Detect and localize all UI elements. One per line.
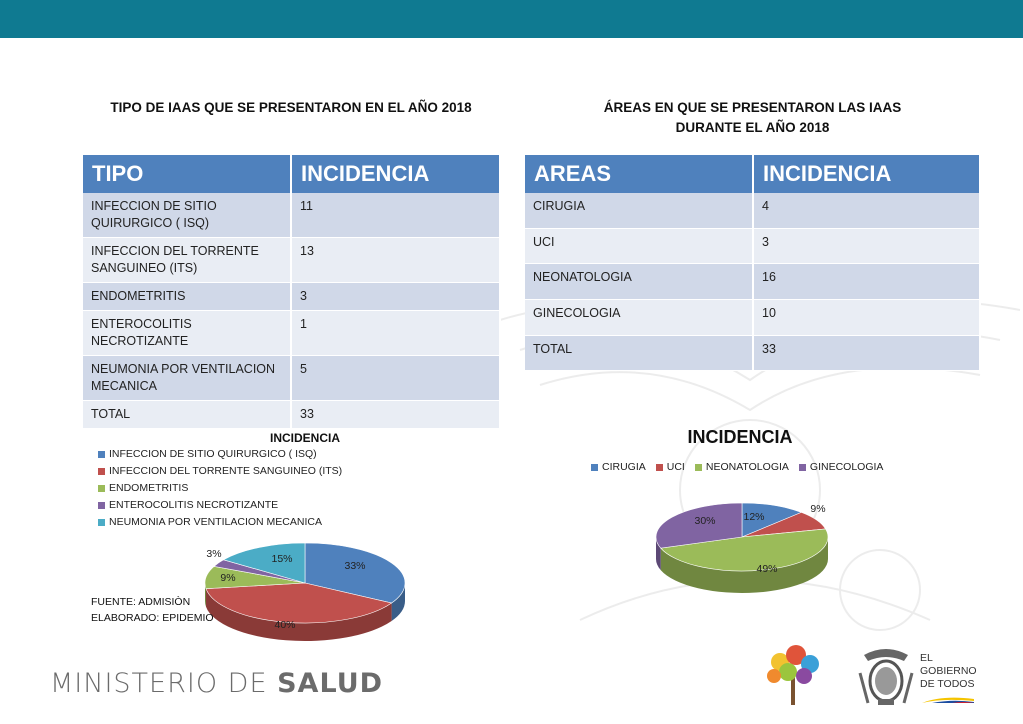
table-row — [525, 228, 980, 263]
legend-swatch — [656, 464, 663, 471]
pie-data-label: 33% — [344, 560, 366, 572]
table-areas-heading-line1: ÁREAS EN QUE SE PRESENTARON LAS IAAS — [603, 100, 902, 115]
pie-data-label: 40% — [274, 619, 296, 631]
source-note — [91, 594, 214, 626]
column-header-incidencia: INCIDENCIA — [291, 155, 500, 193]
legend-label: NEUMONIA POR VENTILACION MECANICA — [109, 516, 322, 528]
legend-label: INFECCION DEL TORRENTE SANGUINEO (ITS) — [109, 465, 343, 477]
table-tipo-heading: TIPO DE IAAS QUE SE PRESENTARON EN EL AÑO 2018 — [110, 100, 472, 115]
column-header-incidencia: INCIDENCIA — [753, 155, 980, 193]
table-row — [83, 356, 500, 401]
ministerio-bold: SALUD — [277, 668, 384, 699]
column-header-tipo: TIPO — [83, 155, 291, 193]
pie-data-label: 15% — [271, 553, 293, 565]
row-label: GINECOLOGIA — [525, 299, 753, 335]
table-row — [525, 299, 980, 335]
row-label: INFECCION DE SITIO QUIRURGICO ( ISQ) — [83, 193, 291, 238]
pie-data-label: 9% — [810, 503, 826, 515]
chart-tipo-legend — [98, 446, 342, 531]
row-label: NEONATOLOGIA — [525, 263, 753, 299]
legend-item — [695, 461, 789, 473]
table-row — [83, 311, 500, 356]
legend-item — [98, 463, 342, 480]
source-fuente: FUENTE: ADMISIÒN — [91, 596, 191, 608]
table-row — [525, 193, 980, 228]
chart-tipo-pie — [200, 535, 410, 665]
gob-line2: GOBIERNO — [920, 665, 977, 677]
legend-item — [98, 514, 342, 531]
legend-label: CIRUGIA — [602, 461, 646, 473]
pie-data-label: 12% — [743, 511, 765, 523]
legend-label: ENDOMETRITIS — [109, 482, 189, 494]
ministerio-logo-text — [50, 668, 383, 699]
legend-swatch — [98, 485, 105, 492]
table-areas — [525, 155, 981, 371]
legend-swatch — [98, 519, 105, 526]
table-tipo — [83, 155, 501, 429]
row-label: ENTEROCOLITIS NECROTIZANTE — [83, 311, 291, 356]
legend-label: UCI — [666, 461, 685, 473]
legend-item — [98, 497, 342, 514]
ministerio-light: MINISTERIO DE — [50, 668, 278, 699]
pie-data-label: 3% — [206, 548, 222, 560]
row-label: INFECCION DEL TORRENTE SANGUINEO (ITS) — [83, 238, 291, 283]
gob-line3: DE TODOS — [920, 678, 975, 690]
legend-item — [799, 461, 884, 473]
source-elaborado: ELABORADO: EPIDEMIO — [91, 612, 214, 624]
row-value: 3 — [753, 228, 980, 263]
row-value: 13 — [291, 238, 500, 283]
legend-item — [591, 461, 646, 473]
chart-areas-legend — [591, 461, 883, 473]
legend-swatch — [591, 464, 598, 471]
pie-data-label: 9% — [220, 572, 236, 584]
row-value: 10 — [753, 299, 980, 335]
legend-label: GINECOLOGIA — [809, 461, 884, 473]
row-label: TOTAL — [525, 335, 753, 370]
table-row-total — [525, 335, 980, 370]
table-areas-heading-line2: DURANTE EL AÑO 2018 — [675, 120, 830, 135]
legend-item — [98, 480, 342, 497]
legend-item — [98, 446, 342, 463]
table-row — [525, 263, 980, 299]
legend-swatch — [799, 464, 806, 471]
legend-swatch — [695, 464, 702, 471]
table-row — [83, 238, 500, 283]
chart-areas-title: INCIDENCIA — [687, 427, 793, 447]
row-label: CIRUGIA — [525, 193, 753, 228]
legend-swatch — [98, 502, 105, 509]
pie-data-label: 30% — [694, 515, 716, 527]
toda-una-vida-logo — [758, 640, 828, 710]
legend-swatch — [98, 468, 105, 475]
gobierno-de-todos-logo — [920, 652, 977, 691]
table-row — [83, 193, 500, 238]
row-label: TOTAL — [83, 401, 291, 429]
chart-areas-pie — [650, 495, 835, 605]
row-value: 4 — [753, 193, 980, 228]
row-label: NEUMONIA POR VENTILACION MECANICA — [83, 356, 291, 401]
legend-label: INFECCION DE SITIO QUIRURGICO ( ISQ) — [109, 448, 317, 460]
column-header-areas: AREAS — [525, 155, 753, 193]
row-value: 11 — [291, 193, 500, 238]
legend-item — [656, 461, 685, 473]
gob-line1: EL — [920, 652, 933, 664]
flag-stripe-icon — [922, 697, 974, 703]
row-value: 33 — [753, 335, 980, 370]
legend-label: NEONATOLOGIA — [705, 461, 789, 473]
table-row — [83, 283, 500, 311]
top-banner — [0, 0, 1023, 38]
row-value: 16 — [753, 263, 980, 299]
row-value: 3 — [291, 283, 500, 311]
table-row-total — [83, 401, 500, 429]
row-value: 5 — [291, 356, 500, 401]
pie-data-label: 49% — [756, 563, 778, 575]
row-value: 33 — [291, 401, 500, 429]
row-value: 1 — [291, 311, 500, 356]
legend-label: ENTEROCOLITIS NECROTIZANTE — [109, 499, 279, 511]
legend-swatch — [98, 451, 105, 458]
chart-tipo-title: INCIDENCIA — [269, 431, 340, 445]
row-label: ENDOMETRITIS — [83, 283, 291, 311]
row-label: UCI — [525, 228, 753, 263]
table-areas-heading — [525, 98, 980, 138]
ecuador-coat-of-arms-logo — [856, 643, 916, 709]
